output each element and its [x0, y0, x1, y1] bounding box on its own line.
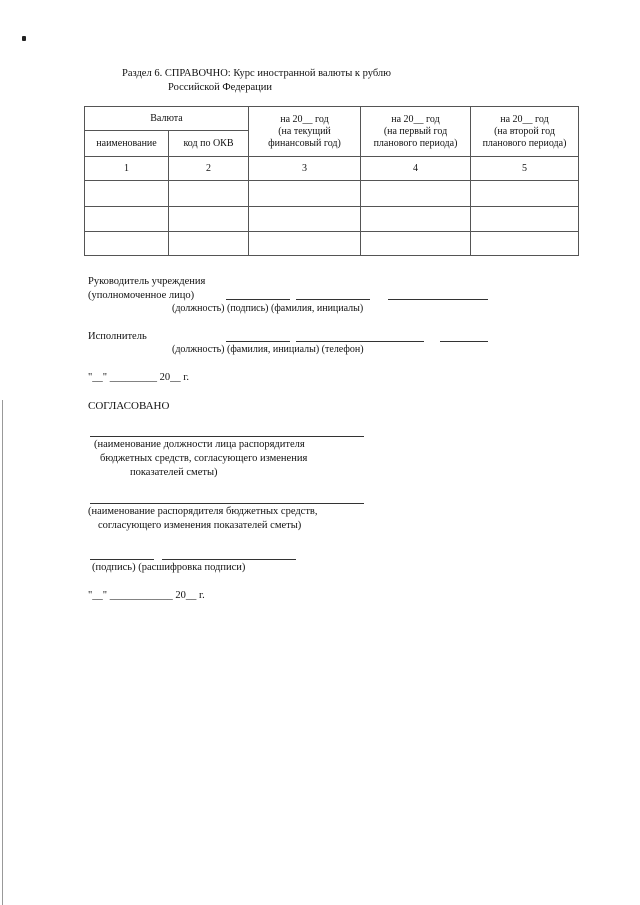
head-caption: (должность) (подпись) (фамилия, инициалы) [172, 303, 364, 314]
scan-mark [22, 36, 26, 41]
agreed-block1-line1: (наименование должности лица распорядителя [94, 439, 305, 450]
executor-phone-line[interactable] [440, 341, 488, 342]
date-field-2[interactable]: "__" ____________ 20__ г. [88, 590, 205, 601]
table-row [85, 232, 579, 256]
agreed-heading: СОГЛАСОВАНО [88, 400, 170, 412]
date-field-1[interactable]: "__" _________ 20__ г. [88, 372, 189, 383]
col-name-header: наименование [85, 131, 169, 157]
table-cell[interactable] [169, 181, 249, 207]
col-number-2: 2 [169, 157, 249, 181]
agreed-block1-line2: бюджетных средств, согласующего изменения [100, 453, 308, 464]
table-cell[interactable] [85, 181, 169, 207]
agreed-block1-line3: показателей сметы) [130, 467, 218, 478]
col-code-header: код по ОКВ [169, 131, 249, 157]
section-title-line2: Российской Федерации [168, 82, 272, 93]
table-cell[interactable] [361, 207, 471, 232]
col4-header-line3: планового периода) [373, 137, 458, 149]
agreed-position-line[interactable] [90, 436, 364, 437]
table-cell[interactable] [249, 232, 361, 256]
signature-caption: (подпись) (расшифровка подписи) [92, 562, 246, 573]
table-row [85, 207, 579, 232]
col5-header-line2: (на второй год [494, 125, 555, 137]
col4-header-line2: (на первый год [383, 125, 448, 137]
table-cell[interactable] [85, 232, 169, 256]
col3-header-line3: финансовый год) [268, 137, 341, 149]
col4-header-line1: на 20__ год [391, 113, 440, 125]
currency-header: Валюта [85, 107, 249, 131]
col3-header [249, 107, 361, 157]
col-number-3: 3 [249, 157, 361, 181]
head-name-line[interactable] [388, 299, 488, 300]
table-cell[interactable] [471, 181, 579, 207]
head-label-line1: Руководитель учреждения [88, 276, 206, 287]
col-number-4: 4 [361, 157, 471, 181]
executor-caption: (должность) (фамилия, инициалы) (телефон) [172, 344, 364, 355]
currency-rate-table [84, 106, 579, 256]
executor-position-line[interactable] [226, 341, 290, 342]
head-label-line2: (уполномоченное лицо) [88, 290, 195, 301]
table-cell[interactable] [471, 207, 579, 232]
agreed-organization-line[interactable] [90, 503, 364, 504]
section-title-line1: Раздел 6. СПРАВОЧНО: Курс иностранной валюты к рублю [122, 68, 392, 79]
col-number-5: 5 [471, 157, 579, 181]
col3-header-line1: на 20__ год [280, 113, 329, 125]
table-cell[interactable] [169, 207, 249, 232]
table-cell[interactable] [249, 181, 361, 207]
agreed-name-line[interactable] [162, 559, 296, 560]
table-row [85, 181, 579, 207]
col3-header-line2: (на текущий [278, 125, 331, 137]
col5-header [471, 107, 579, 157]
col4-header [361, 107, 471, 157]
table-cell[interactable] [85, 207, 169, 232]
table-cell[interactable] [471, 232, 579, 256]
col-number-1: 1 [85, 157, 169, 181]
executor-name-line[interactable] [296, 341, 424, 342]
head-signature-line[interactable] [296, 299, 370, 300]
col5-header-line3: планового периода) [482, 137, 567, 149]
agreed-block2-line2: согласующего изменения показателей сметы) [98, 520, 302, 531]
agreed-block2-line1: (наименование распорядителя бюджетных средств, [88, 506, 318, 517]
table-cell[interactable] [169, 232, 249, 256]
agreed-signature-line[interactable] [90, 559, 154, 560]
table-cell[interactable] [249, 207, 361, 232]
executor-label: Исполнитель [88, 331, 147, 342]
table-cell[interactable] [361, 181, 471, 207]
table-cell[interactable] [361, 232, 471, 256]
scan-edge-line [2, 400, 3, 905]
head-position-line[interactable] [226, 299, 290, 300]
col5-header-line1: на 20__ год [500, 113, 549, 125]
